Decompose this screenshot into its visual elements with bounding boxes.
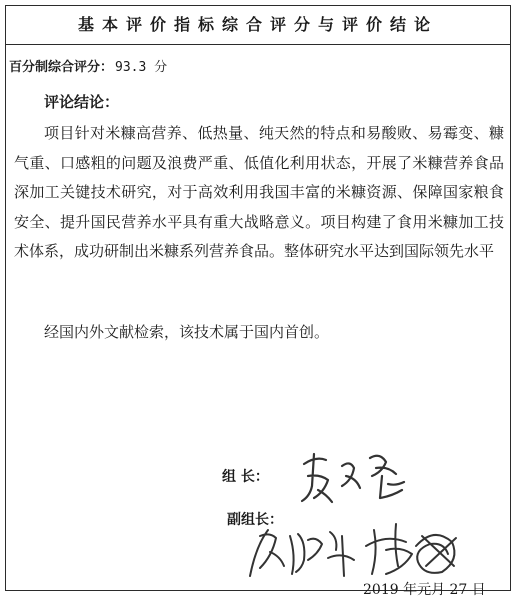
conclusion-paragraph: 项目针对米糠高营养、低热量、纯天然的特点和易酸败、易霉变、糠气重、口感粗的问题及浪费严重、低值化利用状态，开展了米糠营养食品深加工关键技术研究，对于高效利用我国丰富的米糠资源、保障国家粮食安全、提升国民营养水平具有重大战略意义。项目构建了食用米糠加工技术体系，成功研制出米糠系列营养食品。整体研究水平达到国际领先水平 [14, 124, 504, 260]
deputy-leader-signatures [246, 516, 476, 586]
leader-label: 组 长： [222, 469, 269, 485]
literature-search-note: 经国内外文献检索，该技术属于国内首创。 [44, 323, 330, 341]
conclusion-label: 评论结论： [44, 93, 120, 111]
form-title: 基本评价指标综合评分与评价结论 [6, 6, 510, 45]
evaluation-form [5, 5, 511, 598]
composite-score [9, 56, 167, 75]
deputy-leader-label: 副组长： [227, 512, 283, 528]
signing-date: 2019 年元月 27 日 [363, 582, 486, 598]
score-value: 93.3 分 [115, 60, 168, 75]
leader-signature [296, 446, 416, 506]
score-label: 百分制综合评分： [9, 60, 114, 75]
